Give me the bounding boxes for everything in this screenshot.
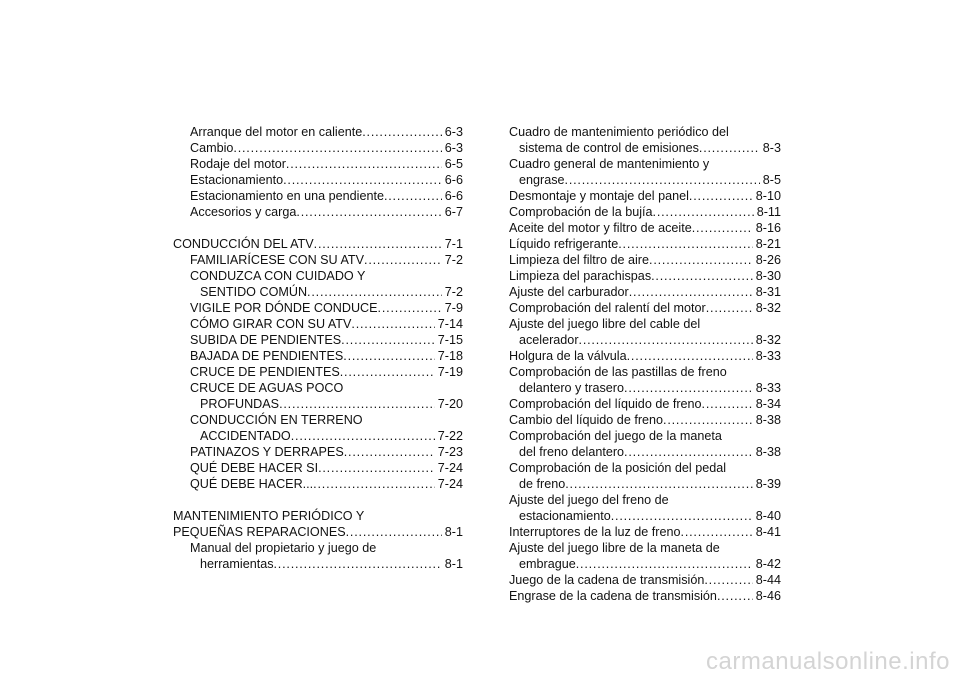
dot-leader — [351, 316, 434, 332]
dot-leader — [318, 460, 435, 476]
toc-entry — [509, 156, 781, 188]
toc-entry-page: 8-11 — [756, 205, 781, 219]
toc-entry-title: Cambio — [190, 141, 234, 155]
toc-entry-title: Manual del propietario y juego de — [190, 541, 377, 555]
dot-leader — [286, 156, 442, 172]
toc-entry-title: CONDUCCIÓN DEL ATV — [173, 237, 314, 251]
toc-entry-title: Cambio del líquido de freno — [509, 413, 664, 427]
toc-entry — [173, 140, 463, 156]
dot-leader — [651, 268, 753, 284]
toc-entry-page: 6-7 — [444, 205, 463, 219]
toc-entry — [173, 364, 463, 380]
toc-entry — [173, 524, 463, 540]
toc-entry-title: Juego de la cadena de transmisión — [509, 573, 705, 587]
toc-entry-title: CRUCE DE PENDIENTES — [190, 365, 340, 379]
toc-entry — [509, 220, 781, 236]
toc-entry — [509, 252, 781, 268]
toc-entry — [509, 348, 781, 364]
toc-entry-page: 8-44 — [755, 573, 781, 587]
toc-entry-page: 8-33 — [755, 349, 781, 363]
dot-leader — [346, 524, 442, 540]
toc-entry-page: 8-38 — [755, 445, 781, 459]
dot-leader — [649, 252, 753, 268]
toc-entry-page: 8-46 — [755, 589, 781, 603]
toc-entry-page: 8-10 — [755, 189, 781, 203]
toc-entry-title: Cuadro de mantenimiento periódico del — [509, 125, 729, 139]
toc-entry-page: 8-31 — [755, 285, 781, 299]
toc-entry-title: Engrase de la cadena de transmisión — [509, 589, 717, 603]
dot-leader — [274, 556, 442, 572]
dot-leader — [314, 236, 442, 252]
toc-entry-title: Desmontaje y montaje del panel — [509, 189, 689, 203]
toc-entry-page: 7-2 — [444, 253, 463, 267]
toc-entry — [509, 188, 781, 204]
toc-entry-title: Aceite del motor y filtro de aceite — [509, 221, 692, 235]
toc-entry-title: embrague — [519, 557, 576, 571]
toc-entry — [173, 476, 463, 492]
toc-entry-page: 6-6 — [444, 189, 463, 203]
toc-entry-page: 7-24 — [437, 461, 463, 475]
dot-leader — [565, 172, 760, 188]
toc-entry-page: 8-39 — [755, 477, 781, 491]
dot-leader — [565, 476, 753, 492]
toc-entry-title: PROFUNDAS — [200, 397, 280, 411]
toc-entry — [509, 524, 781, 540]
dot-leader — [704, 572, 752, 588]
toc-entry-title: MANTENIMIENTO PERIÓDICO Y — [173, 509, 365, 523]
toc-entry-page: 8-33 — [755, 381, 781, 395]
toc-entry-page: 8-32 — [755, 333, 781, 347]
dot-leader — [653, 204, 754, 220]
toc-left-column — [173, 124, 463, 572]
toc-entry-page: 7-1 — [444, 237, 463, 251]
toc-entry-title: Interruptores de la luz de freno — [509, 525, 681, 539]
toc-entry — [509, 588, 781, 604]
toc-entry-page: 8-1 — [444, 557, 463, 571]
toc-entry-title: Comprobación del ralentí del motor — [509, 301, 706, 315]
dot-leader — [233, 140, 441, 156]
toc-entry — [173, 316, 463, 332]
dot-leader — [341, 332, 435, 348]
dot-leader — [702, 396, 753, 412]
dot-leader — [681, 524, 753, 540]
toc-entry — [173, 268, 463, 300]
toc-entry-title: Ajuste del carburador — [509, 285, 629, 299]
dot-leader — [663, 412, 753, 428]
dot-leader — [611, 508, 753, 524]
toc-entry — [509, 316, 781, 348]
toc-entry-page: 7-2 — [444, 285, 463, 299]
toc-entry — [173, 508, 463, 524]
toc-entry-title: herramientas — [200, 557, 274, 571]
toc-entry-title: Arranque del motor en caliente — [190, 125, 363, 139]
toc-entry — [173, 204, 463, 220]
toc-entry-page: 8-34 — [755, 397, 781, 411]
toc-entry-title: Ajuste del juego libre de la maneta de — [509, 541, 720, 555]
dot-leader — [692, 220, 753, 236]
toc-entry-title: Holgura de la válvula — [509, 349, 627, 363]
toc-entry-page: 6-6 — [444, 173, 463, 187]
toc-entry — [509, 492, 781, 524]
toc-entry-page: 8-30 — [755, 269, 781, 283]
toc-entry-page: 7-22 — [437, 429, 463, 443]
dot-leader — [307, 284, 442, 300]
toc-entry-title: de freno — [519, 477, 566, 491]
toc-entry — [173, 460, 463, 476]
toc-entry-page: 7-20 — [437, 397, 463, 411]
toc-entry — [509, 540, 781, 572]
toc-entry-page: 7-9 — [444, 301, 463, 315]
dot-leader — [283, 172, 442, 188]
toc-entry — [173, 380, 463, 412]
toc-entry-title: BAJADA DE PENDIENTES — [190, 349, 344, 363]
toc-entry — [173, 172, 463, 188]
toc-entry — [509, 428, 781, 460]
toc-entry-title: Comprobación de la bujía — [509, 205, 653, 219]
dot-leader — [291, 428, 435, 444]
toc-entry-title: sistema de control de emisiones — [519, 141, 699, 155]
toc-entry-page: 7-14 — [437, 317, 463, 331]
toc-entry — [509, 396, 781, 412]
toc-entry — [509, 364, 781, 396]
dot-leader — [343, 348, 435, 364]
toc-entry-page: 7-15 — [437, 333, 463, 347]
toc-entry-page: 8-42 — [755, 557, 781, 571]
toc-entry-title: Comprobación de la posición del pedal — [509, 461, 727, 475]
toc-entry-page: 8-26 — [755, 253, 781, 267]
toc-entry-page: 8-1 — [444, 525, 463, 539]
toc-entry-title: engrase — [519, 173, 565, 187]
dot-leader — [629, 284, 753, 300]
toc-entry-title: Rodaje del motor — [190, 157, 286, 171]
toc-entry-page: 8-5 — [762, 173, 781, 187]
toc-entry-title: ACCIDENTADO — [200, 429, 291, 443]
watermark: carmanualsonline.info — [706, 648, 950, 675]
toc-entry-page: 8-16 — [755, 221, 781, 235]
toc-entry — [173, 300, 463, 316]
toc-entry-title: CONDUCCIÓN EN TERRENO — [190, 413, 363, 427]
toc-entry — [173, 332, 463, 348]
toc-entry — [173, 188, 463, 204]
toc-entry-title: SUBIDA DE PENDIENTES — [190, 333, 342, 347]
dot-leader — [340, 364, 435, 380]
toc-entry — [509, 284, 781, 300]
toc-entry-page: 7-24 — [437, 477, 463, 491]
section-gap — [173, 220, 463, 236]
toc-entry-title: CRUCE DE AGUAS POCO — [190, 381, 344, 395]
dot-leader — [279, 396, 435, 412]
dot-leader — [624, 444, 753, 460]
toc-entry — [509, 268, 781, 284]
toc-entry — [173, 156, 463, 172]
dot-leader — [706, 300, 753, 316]
toc-right-column — [509, 124, 781, 604]
toc-entry-page: 8-40 — [755, 509, 781, 523]
toc-entry — [509, 236, 781, 252]
toc-entry — [509, 300, 781, 316]
toc-entry-page: 8-32 — [755, 301, 781, 315]
toc-entry-title: Ajuste del juego libre del cable del — [509, 317, 701, 331]
toc-entry-title: Limpieza del filtro de aire — [509, 253, 650, 267]
toc-entry-title: VIGILE POR DÓNDE CONDUCE — [190, 301, 378, 315]
dot-leader — [362, 124, 442, 140]
toc-entry-title: PEQUEÑAS REPARACIONES — [173, 525, 346, 539]
toc-entry-title: SENTIDO COMÚN — [200, 285, 308, 299]
toc-entry-page: 7-23 — [437, 445, 463, 459]
dot-leader — [576, 556, 753, 572]
dot-leader — [717, 588, 753, 604]
toc-entry — [173, 412, 463, 444]
dot-leader — [364, 252, 442, 268]
toc-entry-title: Estacionamiento — [190, 173, 284, 187]
toc-entry-page: 6-3 — [444, 141, 463, 155]
toc-entry — [173, 124, 463, 140]
toc-entry — [509, 572, 781, 588]
section-gap — [173, 492, 463, 508]
toc-entry-page: 6-5 — [444, 157, 463, 171]
toc-entry — [509, 460, 781, 492]
toc-entry-page: 7-19 — [437, 365, 463, 379]
toc-entry — [173, 252, 463, 268]
dot-leader — [627, 348, 753, 364]
toc-entry-title: PATINAZOS Y DERRAPES — [190, 445, 344, 459]
toc-entry-title: QUÉ DEBE HACER... — [190, 477, 314, 491]
dot-leader — [699, 140, 760, 156]
toc-entry-page: 8-21 — [755, 237, 781, 251]
toc-entry-title: CÓMO GIRAR CON SU ATV — [190, 317, 352, 331]
toc-entry-title: Limpieza del parachispas — [509, 269, 652, 283]
toc-entry-title: QUÉ DEBE HACER SI — [190, 461, 319, 475]
toc-entry — [173, 348, 463, 364]
dot-leader — [384, 188, 442, 204]
toc-entry-title: Comprobación del juego de la maneta — [509, 429, 722, 443]
dot-leader — [296, 204, 441, 220]
toc-entry — [509, 124, 781, 156]
dot-leader — [618, 236, 753, 252]
toc-entry — [509, 412, 781, 428]
dot-leader — [344, 444, 435, 460]
toc-entry-page: 7-18 — [437, 349, 463, 363]
toc-entry-page: 8-41 — [755, 525, 781, 539]
toc-entry — [173, 444, 463, 460]
toc-entry-page: 8-3 — [762, 141, 781, 155]
toc-entry-title: delantero y trasero — [519, 381, 625, 395]
dot-leader — [624, 380, 753, 396]
toc-entry-page: 6-3 — [444, 125, 463, 139]
toc-entry-title: Cuadro general de mantenimiento y — [509, 157, 710, 171]
toc-entry-title: del freno delantero — [519, 445, 625, 459]
toc-entry-title: Líquido refrigerante — [509, 237, 619, 251]
toc-entry — [173, 236, 463, 252]
dot-leader — [313, 476, 435, 492]
toc-entry-title: Estacionamiento en una pendiente — [190, 189, 384, 203]
toc-entry — [509, 204, 781, 220]
toc-entry — [173, 540, 463, 572]
toc-entry-title: FAMILIARÍCESE CON SU ATV — [190, 253, 365, 267]
toc-entry-title: CONDUZCA CON CUIDADO Y — [190, 269, 366, 283]
toc-entry-page: 8-38 — [755, 413, 781, 427]
toc-entry-title: Ajuste del juego del freno de — [509, 493, 669, 507]
toc-entry-title: acelerador — [519, 333, 579, 347]
toc-entry-title: Accesorios y carga — [190, 205, 297, 219]
toc-entry-title: Comprobación de las pastillas de freno — [509, 365, 727, 379]
dot-leader — [579, 332, 753, 348]
dot-leader — [378, 300, 442, 316]
toc-entry-title: Comprobación del líquido de freno — [509, 397, 702, 411]
toc-entry-title: estacionamiento — [519, 509, 611, 523]
dot-leader — [689, 188, 753, 204]
